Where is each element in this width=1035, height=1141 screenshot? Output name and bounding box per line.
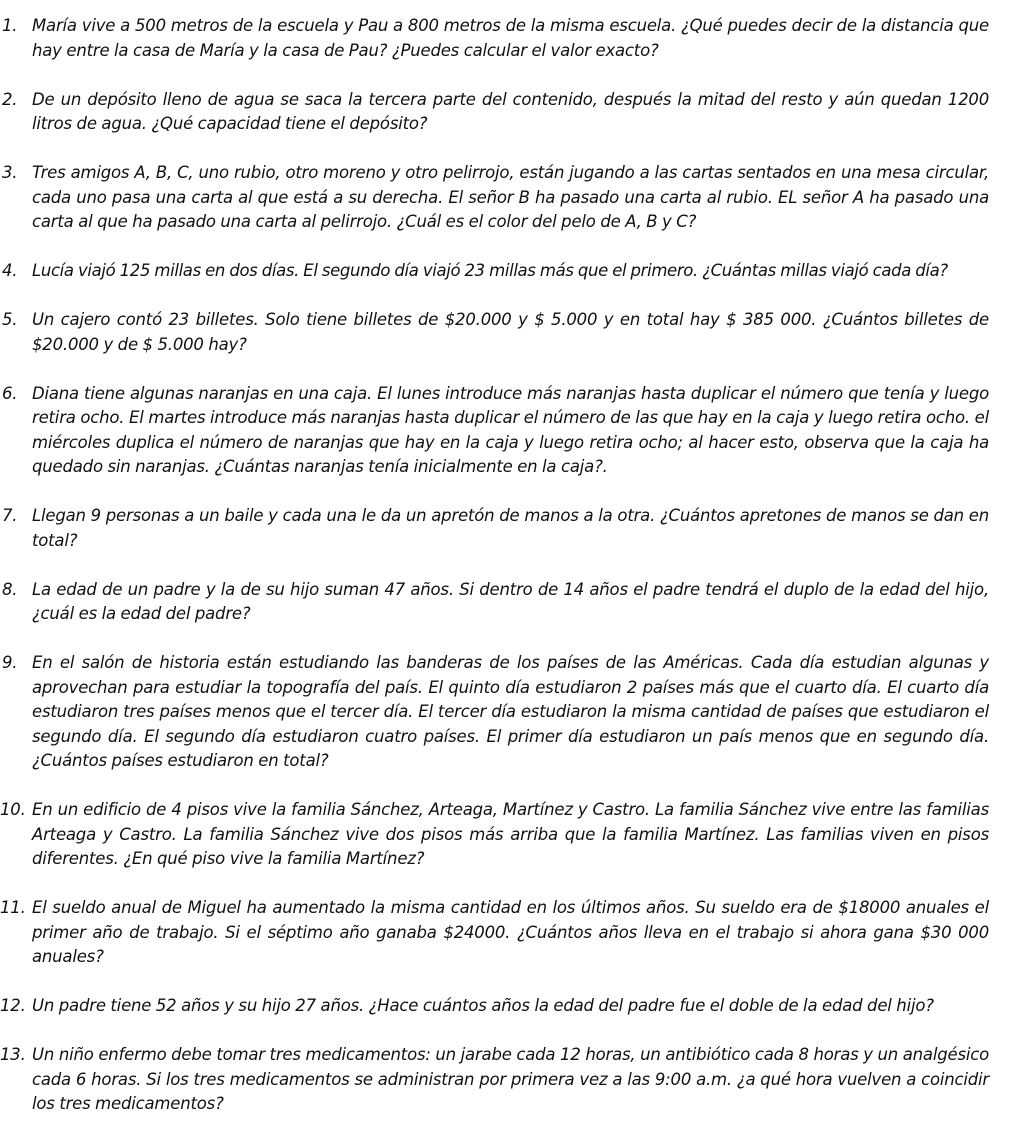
problem-4 xyxy=(0,259,1035,284)
problem-number: 3. xyxy=(2,163,18,182)
problem-text: Diana tiene algunas naranjas en una caja. El lunes introduce más naranjas hasta duplicar el número que tenía y luego retira ocho. El martes introduce más naranjas hasta duplicar el número de las que hay en la caja y luego retira ocho. el miércoles duplica el número de naranjas que hay en la caja y luego retira ocho; al hacer esto, observa que la caja ha quedado sin naranjas. ¿Cuántas naranjas tenía inicialmente en la caja?. xyxy=(32,383,989,476)
problem-7 xyxy=(0,504,1035,553)
problem-number: 7. xyxy=(2,506,18,525)
problem-9 xyxy=(0,651,1035,774)
problem-2 xyxy=(0,88,1035,137)
problem-text: Un padre tiene 52 años y su hijo 27 años. ¿Hace cuántos años la edad del padre fue el doble de la edad del hijo? xyxy=(32,996,934,1015)
problem-10 xyxy=(0,798,1035,872)
problem-text: Lucía viajó 125 millas en dos días. El segundo día viajó 23 millas más que el primero. ¿Cuántas millas viajó cada día? xyxy=(32,261,948,280)
problem-text: Un niño enfermo debe tomar tres medicamentos: un jarabe cada 12 horas, un antibiótico cada 8 horas y un analgésico cada 6 horas. Si los tres medicamentos se administran por primera vez a las 9:00 a.m. ¿a qué hora vuelven a coincidir los tres medicamentos? xyxy=(32,1045,989,1113)
problem-text: La edad de un padre y la de su hijo suman 47 años. Si dentro de 14 años el padre tendrá el duplo de la edad del hijo, ¿cuál es la edad del padre? xyxy=(32,579,989,623)
problem-number: 10. xyxy=(0,800,26,819)
problem-number: 13. xyxy=(0,1045,26,1064)
problem-text: De un depósito lleno de agua se saca la tercera parte del contenido, después la mitad del resto y aún quedan 1200 litros de agua. ¿Qué capacidad tiene el depósito? xyxy=(32,89,989,133)
problem-number: 9. xyxy=(2,653,18,672)
problem-text: El sueldo anual de Miguel ha aumentado la misma cantidad en los últimos años. Su sueldo era de $18000 anuales el primer año de trabajo. Si el séptimo año ganaba $24000. ¿Cuántos años lleva en el trabajo si ahora gana $30 000 anuales? xyxy=(32,898,989,966)
problem-11 xyxy=(0,896,1035,970)
problem-text: Tres amigos A, B, C, uno rubio, otro moreno y otro pelirrojo, están jugando a las cartas sentados en una mesa circular, cada uno pasa una carta al que está a su derecha. El señor B ha pasado una carta al rubio. EL señor A ha pasado una carta al que ha pasado una carta al pelirrojo. ¿Cuál es el color del pelo de A, B y C? xyxy=(32,163,989,231)
problem-12 xyxy=(0,994,1035,1019)
problem-8 xyxy=(0,578,1035,627)
problem-number: 2. xyxy=(2,89,18,109)
problem-number: 6. xyxy=(2,383,18,403)
problem-text: En un edificio de 4 pisos vive la familia Sánchez, Arteaga, Martínez y Castro. La familia Sánchez vive entre las familias Arteaga y Castro. La familia Sánchez vive dos pisos más arriba que la familia Martínez. Las familias viven en pisos diferentes. ¿En qué piso vive la familia Martínez? xyxy=(32,800,989,868)
problem-number: 1. xyxy=(2,16,18,35)
problem-5 xyxy=(0,308,1035,357)
problem-number: 11. xyxy=(0,898,26,917)
problem-number: 12. xyxy=(0,996,26,1015)
problem-1 xyxy=(0,14,1035,63)
problem-list xyxy=(0,14,1035,1141)
problem-3 xyxy=(0,161,1035,235)
problem-number: 5. xyxy=(2,310,18,329)
problem-number: 4. xyxy=(2,261,18,280)
problem-text: Llegan 9 personas a un baile y cada una le da un apretón de manos a la otra. ¿Cuántos apretones de manos se dan en total? xyxy=(32,506,989,550)
problem-text: Un cajero contó 23 billetes. Solo tiene billetes de $20.000 y $ 5.000 y en total hay $ 385 000. ¿Cuántos billetes de $20.000 y de $ 5.000 hay? xyxy=(32,310,989,354)
problem-text: En el salón de historia están estudiando las banderas de los países de las Américas. Cada día estudian algunas y aprovechan para estudiar la topografía del país. El quinto día estudiaron 2 países más que el cuarto día. El cuarto día estudiaron tres países menos que el tercer día. El tercer día estudiaron la misma cantidad de países que estudiaron el segundo día. El segundo día estudiaron cuatro países. El primer día estudiaron un país menos que en segundo día. ¿Cuántos países estudiaron en total? xyxy=(32,653,989,770)
problem-text: María vive a 500 metros de la escuela y Pau a 800 metros de la misma escuela. ¿Qué puedes decir de la distancia que hay entre la casa de María y la casa de Pau? ¿Puedes calcular el valor exacto? xyxy=(32,16,989,60)
problem-6 xyxy=(0,382,1035,480)
problem-number: 8. xyxy=(2,579,18,599)
problem-13 xyxy=(0,1043,1035,1117)
